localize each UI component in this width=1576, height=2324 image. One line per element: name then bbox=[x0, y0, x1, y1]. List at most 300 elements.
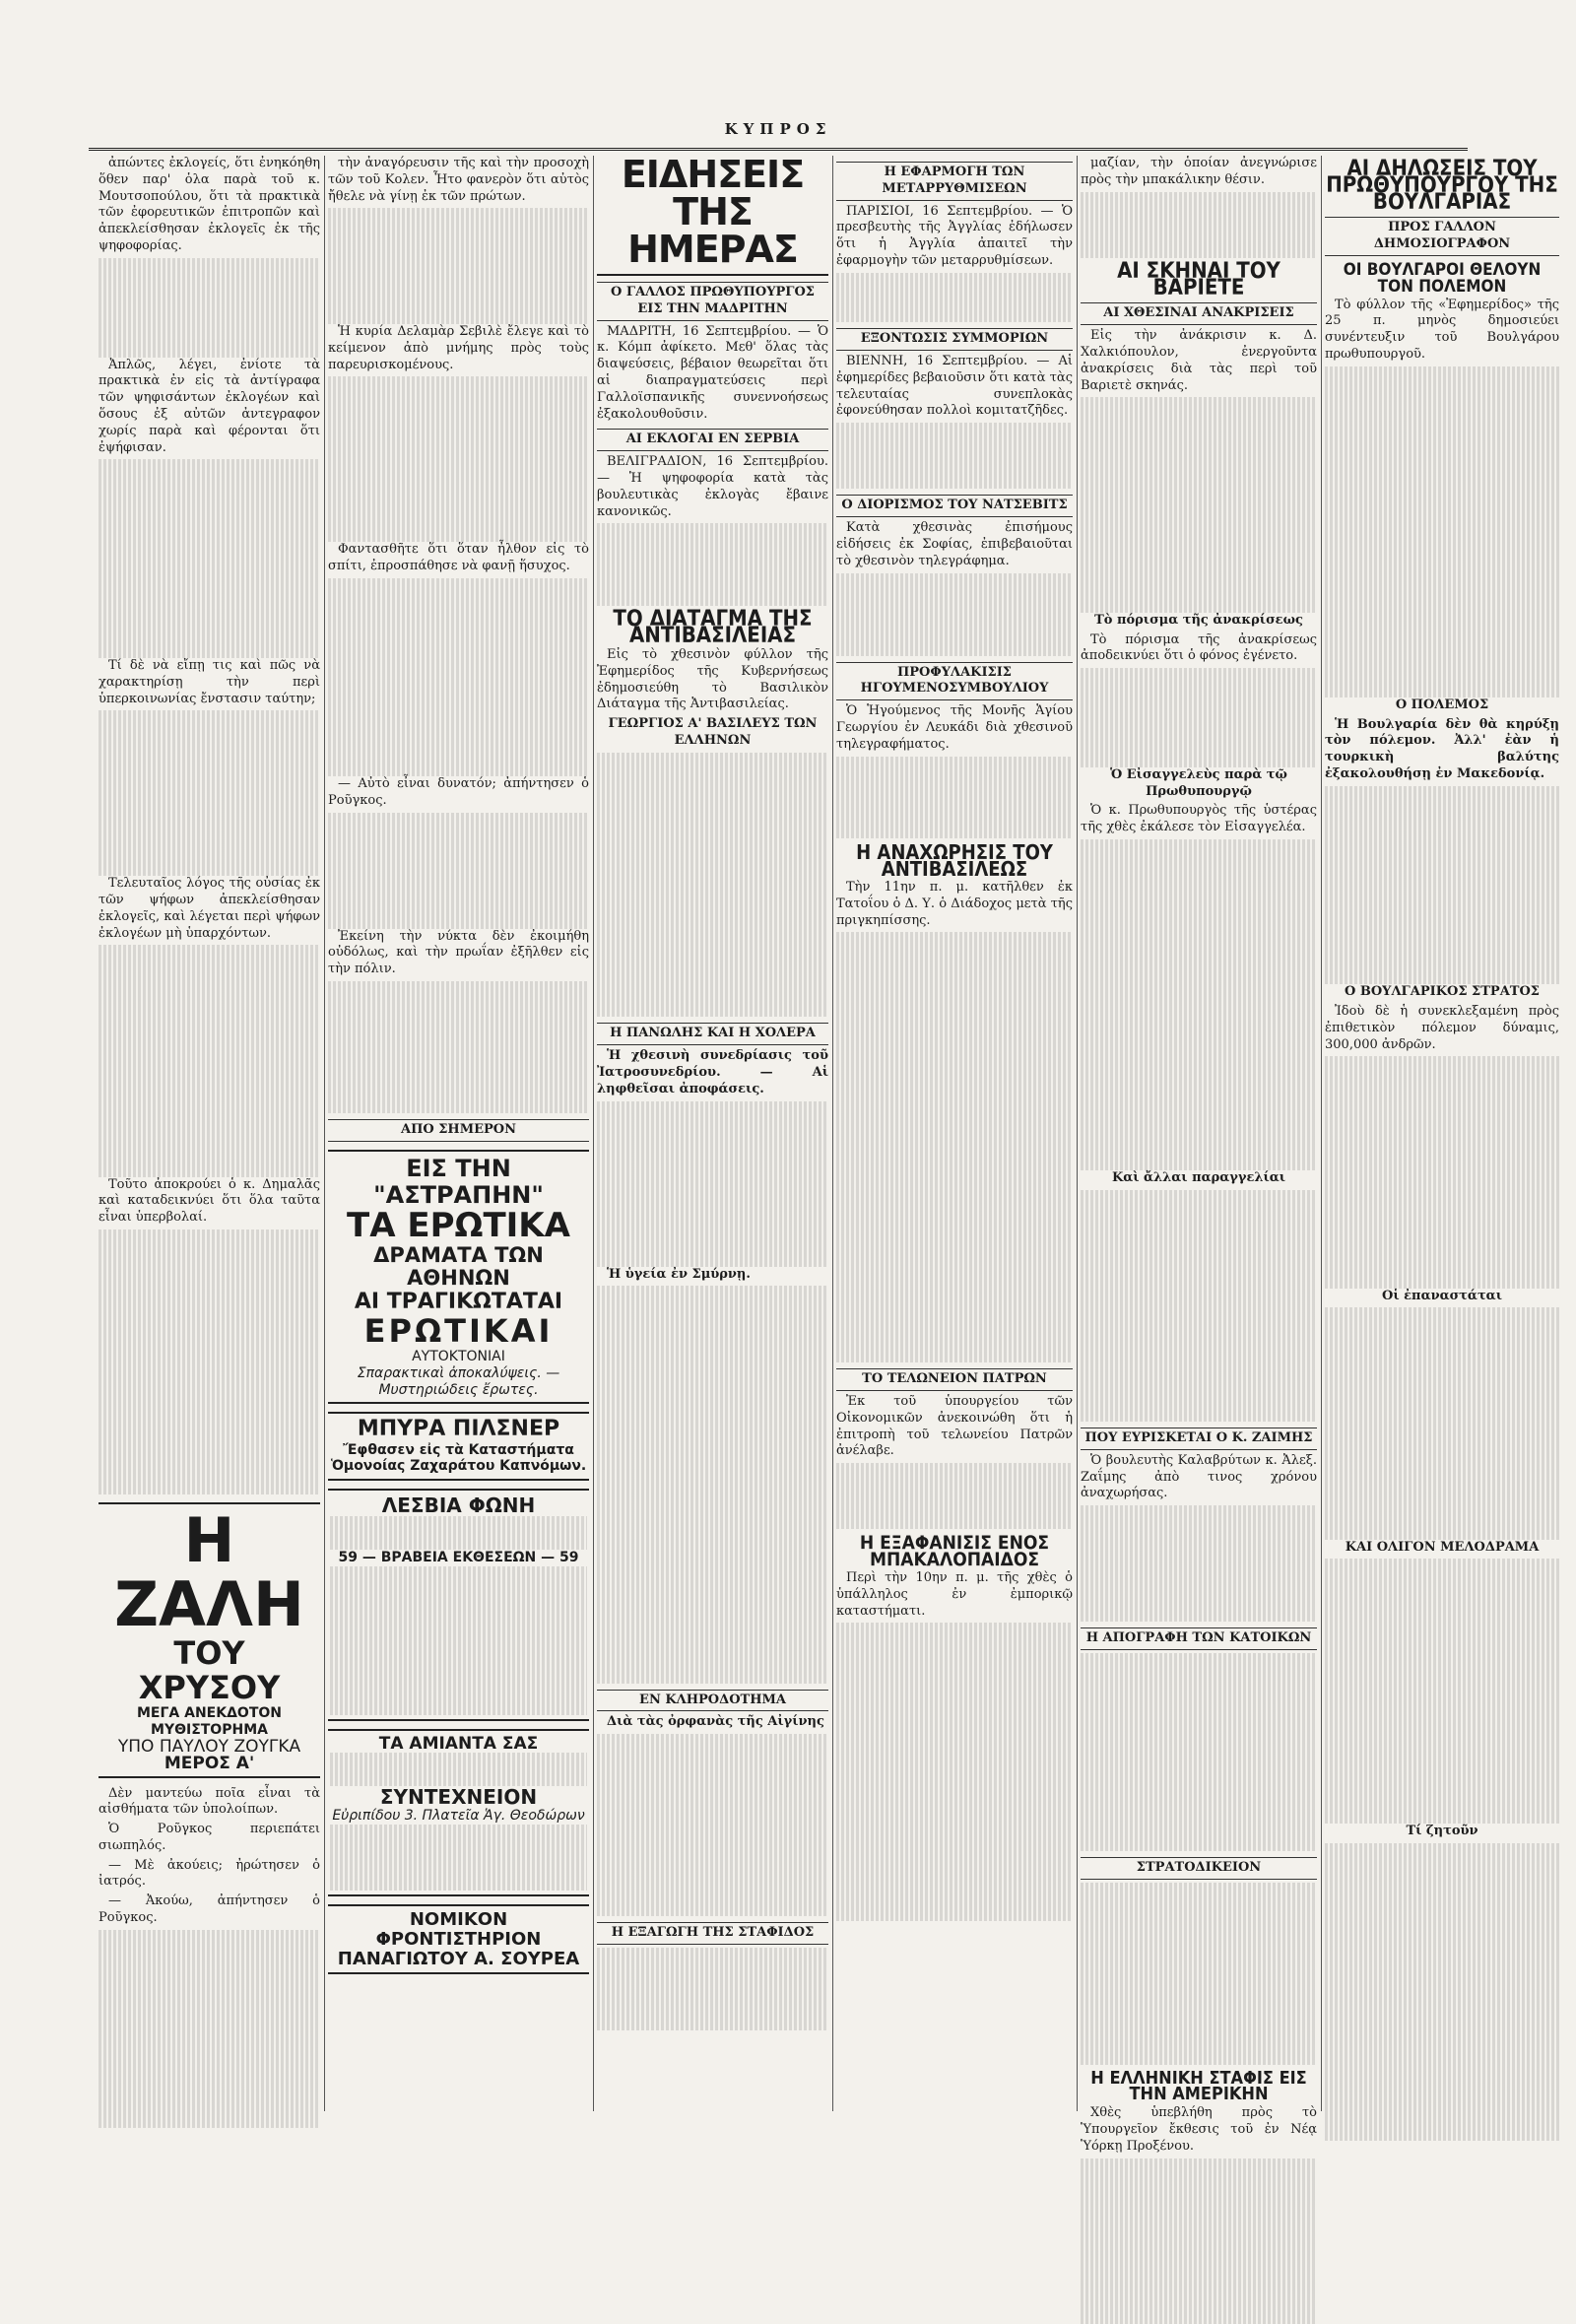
illegible-text-line bbox=[1081, 1339, 1317, 1356]
illegible-text-line bbox=[597, 967, 828, 984]
masthead: ΚΥΠΡΟΣ bbox=[89, 120, 1468, 151]
illegible-text-line bbox=[98, 962, 320, 978]
illegible-text-line bbox=[1081, 1556, 1317, 1572]
illegible-text-line bbox=[1325, 498, 1559, 515]
column-rule bbox=[324, 156, 325, 2111]
illegible-text-line bbox=[597, 1353, 828, 1369]
illegible-text-line bbox=[1081, 1239, 1317, 1256]
illegible-text-line bbox=[98, 592, 320, 609]
illegible-text-line bbox=[836, 1031, 1073, 1048]
illegible-text-line bbox=[1325, 1609, 1559, 1626]
advertisement-amianta bbox=[328, 1729, 589, 1896]
advertisement-astrapi bbox=[328, 1150, 589, 1404]
illegible-text-line bbox=[836, 1871, 1073, 1888]
illegible-text-line bbox=[836, 789, 1073, 806]
illegible-text-line bbox=[330, 1753, 587, 1769]
article-paragraph: Ἐκ τοῦ ὑπουργείου τῶν Οἰκονομικῶν ἀνεκοινώθη ὅτι ἡ ἐπιτροπὴ τοῦ τελωνείου Πατρῶν ἀνέλαβε. bbox=[836, 1393, 1073, 1459]
illegible-text-line bbox=[1081, 1915, 1317, 1932]
illegible-text-line bbox=[328, 427, 589, 443]
illegible-text-line bbox=[1081, 2015, 1317, 2031]
illegible-text-line bbox=[330, 1825, 587, 1841]
illegible-text-line bbox=[836, 1656, 1073, 1673]
illegible-text-line bbox=[1081, 1949, 1317, 1965]
illegible-text-line bbox=[328, 761, 589, 777]
illegible-text-line bbox=[836, 1788, 1073, 1805]
illegible-text-line bbox=[1081, 1372, 1317, 1389]
illegible-text-line bbox=[1325, 1943, 1559, 1959]
article-paragraph: Τοῦτο ἀποκρούει ὁ κ. Δημαλᾶς καὶ καταδεικνύει ὅτι ὅλα ταῦτα εἶναι ὑπερβολαί. bbox=[98, 1176, 320, 1226]
illegible-text-line bbox=[1081, 480, 1317, 497]
illegible-text-line bbox=[98, 761, 320, 777]
illegible-text-line bbox=[98, 2079, 320, 2095]
illegible-text-line bbox=[597, 1980, 828, 1997]
illegible-text-line bbox=[1081, 2307, 1317, 2324]
article-paragraph: Ἰδοὺ δὲ ἡ συνεκλεξαμένη πρὸς ἐπιθετικὸν πόλεμον δύναμις, 300,000 ἀνδρῶν. bbox=[1325, 1004, 1559, 1052]
illegible-text-line bbox=[98, 1229, 320, 1246]
illegible-text-line bbox=[1325, 1341, 1559, 1358]
illegible-text-line bbox=[98, 1461, 320, 1478]
illegible-text-line bbox=[328, 493, 589, 509]
illegible-text-line bbox=[98, 542, 320, 559]
illegible-text-line bbox=[1325, 1675, 1559, 1692]
illegible-text-line bbox=[1325, 2009, 1559, 2025]
illegible-text-line bbox=[1325, 598, 1559, 615]
illegible-text-line bbox=[330, 1582, 587, 1599]
illegible-text-line bbox=[1081, 225, 1317, 241]
illegible-text-line bbox=[836, 1623, 1073, 1639]
illegible-text-line bbox=[98, 609, 320, 626]
article-headline: ΑΙ ΔΗΛΩΣΕΙΣ ΤΟΥ ΠΡΩΘΥΠΟΥΡΓΟΥ ΤΗΣ ΒΟΥΛΓΑΡΙΑΣ bbox=[1326, 157, 1558, 215]
illegible-text-line bbox=[1325, 432, 1559, 449]
illegible-text-line bbox=[1325, 1876, 1559, 1892]
illegible-text-line bbox=[1325, 515, 1559, 532]
illegible-text-line bbox=[98, 1979, 320, 1996]
illegible-text-line bbox=[328, 998, 589, 1015]
illegible-text-line bbox=[1081, 2031, 1317, 2048]
illegible-text-line bbox=[836, 573, 1073, 590]
illegible-text-line bbox=[597, 835, 828, 852]
illegible-text-line bbox=[98, 1428, 320, 1445]
illegible-text-line bbox=[1081, 192, 1317, 209]
illegible-text-line bbox=[98, 1061, 320, 1078]
illegible-text-line bbox=[597, 984, 828, 1001]
illegible-text-line bbox=[1325, 482, 1559, 498]
illegible-text-line bbox=[1081, 2274, 1317, 2291]
illegible-text-line bbox=[836, 757, 1073, 773]
illegible-text-line bbox=[597, 1419, 828, 1435]
illegible-text-line bbox=[597, 1567, 828, 1584]
illegible-text-line bbox=[1081, 751, 1317, 767]
illegible-text-line bbox=[1081, 513, 1317, 530]
illegible-text-line bbox=[597, 1134, 828, 1151]
illegible-text-line bbox=[597, 1250, 828, 1267]
illegible-text-line bbox=[1325, 2092, 1559, 2108]
illegible-text-line bbox=[1325, 1457, 1559, 1474]
illegible-text-line bbox=[836, 1313, 1073, 1330]
illegible-text-line bbox=[1081, 431, 1317, 447]
serial-part: ΜΕΡΟΣ Α' bbox=[164, 1753, 255, 1773]
advertisement-beer bbox=[328, 1412, 589, 1481]
article-paragraph: ΒΕΛΙΓΡΑΔΙΟΝ, 16 Σεπτεμβρίου. — Ἡ ψηφοφορία κατὰ τὰς βουλευτικὰς ἐκλογὰς ἔβαινε κανονικῶς. bbox=[597, 454, 828, 519]
illegible-text-line bbox=[1081, 1290, 1317, 1306]
illegible-text-line bbox=[98, 859, 320, 876]
illegible-text-line bbox=[1325, 1307, 1559, 1324]
illegible-text-line bbox=[836, 999, 1073, 1016]
illegible-text-line bbox=[1325, 631, 1559, 648]
article-paragraph: Ἡ χθεσινὴ συνεδρίασις τοῦ Ἰατροσυνεδρίου. — Αἱ ληφθεῖσαι ἀποφάσεις. bbox=[597, 1048, 828, 1096]
ad-title: ΕΙΣ ΤΗΝ "ΑΣΤΡΑΠΗΝ" bbox=[373, 1155, 544, 1209]
ad-headline: ΣΥΝΤΕΧΝΕΙΟΝ bbox=[379, 1784, 538, 1809]
illegible-text-line bbox=[328, 1064, 589, 1081]
article-subhead: Τί ζητοῦν bbox=[1406, 1824, 1478, 1839]
illegible-text-line bbox=[597, 1319, 828, 1336]
article-paragraph: Τὴν 11ην π. μ. κατῆλθεν ἐκ Τατοΐου ὁ Δ. Υ. ὁ Διάδοχος μετὰ τῆς πριγκηπίσσης. bbox=[836, 880, 1073, 928]
illegible-text-line bbox=[597, 769, 828, 786]
ad-headline: ΤΑ ΑΜΙΑΝΤΑ ΣΑΣ bbox=[378, 1733, 539, 1754]
illegible-text-line bbox=[597, 1117, 828, 1134]
serial-genre: ΜΕΓΑ ΑΝΕΚΔΟΤΟΝ ΜΥΘΙΣΤΟΡΗΜΑ bbox=[137, 1705, 282, 1739]
illegible-text-line bbox=[328, 225, 589, 241]
ad-text: Σπαρακτικαὶ ἀποκαλύψεις. — Μυστηριώδεις ἔρωτες. bbox=[357, 1364, 560, 1398]
illegible-text-line bbox=[330, 1632, 587, 1649]
illegible-text-line bbox=[1081, 1071, 1317, 1088]
illegible-text-line bbox=[1081, 971, 1317, 988]
illegible-text-line bbox=[1325, 1724, 1559, 1741]
illegible-text-line bbox=[98, 793, 320, 810]
illegible-text-line bbox=[1325, 1073, 1559, 1090]
article-headline: Η ΕΞΑΦΑΝΙΣΙΣ ΕΝΟΣ ΜΠΑΚΑΛΟΠΑΙΔΟΣ bbox=[859, 1532, 1050, 1571]
illegible-text-line bbox=[1081, 1356, 1317, 1372]
illegible-text-line bbox=[1325, 901, 1559, 918]
illegible-text-line bbox=[1081, 1121, 1317, 1138]
illegible-text-line bbox=[597, 1817, 828, 1833]
illegible-text-line bbox=[597, 523, 828, 540]
illegible-text-line bbox=[98, 2112, 320, 2129]
article-paragraph: ΒΙΕΝΝΗ, 16 Σεπτεμβρίου. — Αἱ ἐφημερίδες βεβαιοῦσιν ὅτι κατὰ τὰς τελευταίας συνεπλοκὰς ἐφονεύθησαν πολλοὶ κομιτατζῆδες. bbox=[836, 353, 1073, 419]
illegible-text-line bbox=[1325, 1358, 1559, 1374]
illegible-text-line bbox=[1081, 2257, 1317, 2274]
illegible-text-line bbox=[1325, 952, 1559, 968]
illegible-text-line bbox=[597, 1734, 828, 1751]
illegible-text-line bbox=[836, 1722, 1073, 1739]
illegible-text-line bbox=[1325, 647, 1559, 664]
article-headline: Η ΠΑΝΩΛΗΣ ΚΑΙ Η ΧΟΛΕΡΑ bbox=[597, 1023, 828, 1045]
illegible-text-line bbox=[98, 275, 320, 292]
article-paragraph: Τὸ πόρισμα τῆς ἀνακρίσεως ἀποδεικνύει ὅτι ὁ φόνος ἐγένετο. bbox=[1081, 631, 1317, 664]
article-subhead: Τὸ πόρισμα τῆς ἀνακρίσεως bbox=[1094, 612, 1303, 628]
illegible-text-line bbox=[1325, 2124, 1559, 2141]
illegible-text-line bbox=[1325, 819, 1559, 835]
article-paragraph: μαζίαν, τὴν ὁποίαν ἀνεγνώρισε πρὸς τὴν μπακάλικην θέσιν. bbox=[1081, 156, 1317, 187]
illegible-text-line bbox=[1081, 1088, 1317, 1104]
illegible-text-line bbox=[330, 1874, 587, 1891]
illegible-text-line bbox=[1081, 1539, 1317, 1556]
illegible-text-line bbox=[1081, 241, 1317, 258]
illegible-text-line bbox=[1325, 1992, 1559, 2009]
illegible-text-line bbox=[1081, 1022, 1317, 1038]
article-headline: ΑΙ ΣΚΗΝΑΙ ΤΟΥ ΒΑΡΙΕΤΕ bbox=[1117, 258, 1280, 300]
illegible-text-line bbox=[98, 625, 320, 641]
ad-section-header: ΑΠΟ ΣΗΜΕΡΟΝ bbox=[328, 1119, 589, 1142]
illegible-text-line bbox=[98, 1412, 320, 1428]
illegible-text-line bbox=[98, 1395, 320, 1412]
illegible-text-line bbox=[328, 1097, 589, 1114]
illegible-text-line bbox=[597, 1964, 828, 1981]
illegible-text-line bbox=[1081, 905, 1317, 922]
illegible-text-line bbox=[836, 305, 1073, 322]
illegible-text-line bbox=[597, 868, 828, 885]
ad-headline: ΔΡΑΜΑΤΑ ΤΩΝ ΑΘΗΝΩΝ bbox=[373, 1243, 544, 1291]
illegible-text-line bbox=[836, 1480, 1073, 1496]
illegible-text-line bbox=[1081, 873, 1317, 890]
illegible-text-line bbox=[98, 258, 320, 275]
illegible-text-line bbox=[836, 1513, 1073, 1530]
illegible-text-line bbox=[1081, 1802, 1317, 1819]
illegible-text-line bbox=[328, 208, 589, 225]
illegible-text-line bbox=[1325, 1189, 1559, 1206]
ad-text: Εὐριπίδου 3. Πλατεῖα Ἁγ. Θεοδώρων bbox=[332, 1807, 585, 1824]
article-subhead: Καὶ ἄλλαι παραγγελίαι bbox=[1111, 1170, 1286, 1186]
article-subhead: Ἡ ὑγεία ἐν Σμύρνῃ. bbox=[607, 1266, 751, 1282]
illegible-text-line bbox=[597, 1833, 828, 1850]
illegible-text-line bbox=[98, 459, 320, 476]
illegible-text-line bbox=[328, 744, 589, 761]
illegible-text-line bbox=[836, 1904, 1073, 1921]
illegible-text-line bbox=[836, 439, 1073, 456]
illegible-text-line bbox=[597, 540, 828, 557]
illegible-text-line bbox=[1081, 2191, 1317, 2208]
illegible-text-line bbox=[597, 918, 828, 935]
article-headline: ΤΟ ΤΕΛΩΝΕΙΟΝ ΠΑΤΡΩΝ bbox=[836, 1368, 1073, 1391]
illegible-text-line bbox=[1081, 856, 1317, 873]
serial-paragraph: — Αὐτὸ εἶναι δυνατόν; ἀπήντησεν ὁ Ροῦγκος. bbox=[328, 776, 589, 809]
illegible-text-line bbox=[1325, 1506, 1559, 1523]
illegible-text-line bbox=[1081, 1273, 1317, 1290]
illegible-text-line bbox=[1325, 1255, 1559, 1272]
illegible-text-line bbox=[597, 1551, 828, 1567]
illegible-text-line bbox=[330, 1599, 587, 1616]
illegible-text-line bbox=[597, 753, 828, 769]
illegible-text-line bbox=[836, 1739, 1073, 1756]
illegible-text-line bbox=[836, 772, 1073, 789]
illegible-text-line bbox=[836, 1065, 1073, 1082]
illegible-text-line bbox=[597, 785, 828, 802]
illegible-text-line bbox=[1325, 416, 1559, 432]
illegible-text-line bbox=[597, 901, 828, 918]
illegible-text-line bbox=[1081, 596, 1317, 613]
illegible-text-line bbox=[1081, 208, 1317, 225]
illegible-text-line bbox=[597, 1451, 828, 1468]
illegible-text-line bbox=[597, 802, 828, 819]
illegible-text-line bbox=[330, 1649, 587, 1666]
illegible-text-line bbox=[1081, 668, 1317, 685]
illegible-text-line bbox=[1325, 399, 1559, 416]
illegible-text-line bbox=[1081, 1686, 1317, 1702]
column-rule bbox=[593, 156, 594, 2111]
illegible-text-line bbox=[836, 1772, 1073, 1789]
illegible-text-line bbox=[836, 273, 1073, 290]
illegible-text-line bbox=[98, 1295, 320, 1312]
illegible-text-line bbox=[1325, 2058, 1559, 2075]
article-headline: ΟΙ ΒΟΥΛΓΑΡΟΙ ΘΕΛΟΥΝ ΤΟΝ ΠΟΛΕΜΟΝ bbox=[1343, 259, 1542, 297]
illegible-text-line bbox=[1081, 1405, 1317, 1422]
illegible-text-line bbox=[836, 1263, 1073, 1280]
illegible-text-line bbox=[836, 982, 1073, 999]
illegible-text-line bbox=[1325, 1892, 1559, 1909]
illegible-text-line bbox=[836, 1015, 1073, 1031]
article-signature: ΓΕΩΡΓΙΟΣ Α' ΒΑΣΙΛΕΥΣ ΤΩΝ ΕΛΛΗΝΩΝ bbox=[608, 716, 818, 748]
illegible-text-line bbox=[1081, 414, 1317, 431]
illegible-text-line bbox=[98, 843, 320, 860]
illegible-text-line bbox=[1325, 1758, 1559, 1774]
illegible-text-line bbox=[597, 1667, 828, 1684]
illegible-text-line bbox=[836, 423, 1073, 439]
article-headline: Ο ΔΙΟΡΙΣΜΟΣ ΤΟΥ ΝΑΤΣΕΒΙΤΣ bbox=[836, 495, 1073, 517]
illegible-text-line bbox=[98, 307, 320, 324]
illegible-text-line bbox=[98, 710, 320, 727]
advertisement-lesvia bbox=[328, 1489, 589, 1721]
illegible-text-line bbox=[1325, 1139, 1559, 1156]
illegible-text-line bbox=[1325, 581, 1559, 598]
illegible-text-line bbox=[1081, 939, 1317, 956]
illegible-text-line bbox=[98, 1127, 320, 1144]
illegible-text-line bbox=[98, 2095, 320, 2112]
illegible-text-line bbox=[1325, 1975, 1559, 1992]
illegible-text-line bbox=[1081, 1154, 1317, 1170]
illegible-text-line bbox=[330, 1533, 587, 1550]
illegible-text-line bbox=[328, 862, 589, 879]
illegible-text-line bbox=[1325, 1324, 1559, 1341]
illegible-text-line bbox=[98, 509, 320, 526]
column-rule bbox=[1321, 156, 1322, 2111]
illegible-text-line bbox=[1081, 1719, 1317, 1736]
illegible-text-line bbox=[597, 1650, 828, 1667]
illegible-text-line bbox=[98, 1361, 320, 1378]
illegible-text-line bbox=[597, 1850, 828, 1867]
article-paragraph: Ὁ Ἡγούμενος τῆς Μονῆς Ἁγίου Γεωργίου ἐν Λευκάδι διὰ χθεσινοῦ τηλεγραφήματος. bbox=[836, 703, 1073, 752]
illegible-text-line bbox=[1081, 718, 1317, 735]
illegible-text-line bbox=[836, 1690, 1073, 1706]
article-paragraph: Εἰς τὸ χθεσινὸν φύλλον τῆς Ἐφημερίδος τῆς Κυβερνήσεως ἐδημοσιεύθη τὸ Βασιλικὸν Διάταγμα τῆς Ἀντιβασιλείας. bbox=[597, 646, 828, 712]
illegible-text-line bbox=[836, 1296, 1073, 1313]
illegible-text-line bbox=[1325, 1559, 1559, 1575]
illegible-text-line bbox=[98, 1930, 320, 1947]
illegible-text-line bbox=[1081, 1965, 1317, 1982]
illegible-text-line bbox=[1081, 1982, 1317, 1999]
column-rule bbox=[1077, 156, 1078, 2111]
illegible-text-line bbox=[597, 1184, 828, 1201]
illegible-text-line bbox=[1081, 1190, 1317, 1207]
illegible-text-line bbox=[597, 1167, 828, 1184]
illegible-text-line bbox=[328, 981, 589, 998]
illegible-text-line bbox=[1081, 1768, 1317, 1785]
illegible-text-line bbox=[1325, 1272, 1559, 1289]
illegible-text-line bbox=[836, 1888, 1073, 1904]
illegible-text-line bbox=[1081, 2174, 1317, 2191]
article-paragraph: Ὁ κ. Πρωθυπουργὸς τῆς ὑστέρας τῆς χθὲς ἐκάλεσε τὸν Εἰσαγγελέα. bbox=[1081, 803, 1317, 835]
column-2 bbox=[328, 156, 589, 2116]
serial-paragraph: τὴν ἀναγόρευσιν τῆς καὶ τὴν προσοχὴ τῶν τοῦ Κολεν. Ἦτο φανερὸν ὅτι αὐτὸς ἤθελε νὰ γίνῃ ἐκ τῶν πρώτων. bbox=[328, 156, 589, 204]
illegible-text-line bbox=[328, 846, 589, 863]
illegible-text-line bbox=[1325, 1238, 1559, 1255]
illegible-text-line bbox=[1325, 1641, 1559, 1658]
illegible-text-line bbox=[1325, 1741, 1559, 1758]
illegible-text-line bbox=[836, 1247, 1073, 1264]
article-subhead: ΚΑΙ ΟΛΙΓΟΝ ΜΕΛΟΔΡΑΜΑ bbox=[1345, 1539, 1540, 1555]
article-headline: Η ΑΠΟΓΡΑΦΗ ΤΩΝ ΚΑΤΟΙΚΩΝ bbox=[1081, 1627, 1317, 1650]
illegible-text-line bbox=[98, 1044, 320, 1061]
article-headline: Η ΕΛΛΗΝΙΚΗ ΣΤΑΦΙΣ ΕΙΣ ΤΗΝ ΑΜΕΡΙΚΗΝ bbox=[1090, 2067, 1307, 2105]
article-paragraph: Περὶ τὴν 10ην π. μ. τῆς χθὲς ὁ ὑπάλληλος ἐν ἐμπορικῷ καταστήματι. bbox=[836, 1569, 1073, 1619]
illegible-text-line bbox=[836, 1097, 1073, 1114]
illegible-text-line bbox=[597, 1485, 828, 1501]
illegible-text-line bbox=[330, 1857, 587, 1874]
illegible-text-line bbox=[98, 324, 320, 341]
illegible-text-line bbox=[836, 456, 1073, 473]
illegible-text-line bbox=[1325, 1860, 1559, 1877]
illegible-text-line bbox=[1325, 2075, 1559, 2092]
illegible-text-line bbox=[98, 1346, 320, 1362]
illegible-text-line bbox=[836, 1164, 1073, 1181]
illegible-text-line bbox=[98, 1329, 320, 1346]
illegible-text-line bbox=[328, 393, 589, 410]
illegible-text-line bbox=[328, 509, 589, 526]
illegible-text-line bbox=[1081, 1054, 1317, 1071]
illegible-text-line bbox=[1081, 685, 1317, 701]
illegible-text-line bbox=[1325, 1440, 1559, 1457]
illegible-text-line bbox=[1325, 786, 1559, 803]
illegible-text-line bbox=[597, 1751, 828, 1767]
illegible-text-line bbox=[98, 1962, 320, 1979]
illegible-text-line bbox=[1081, 1137, 1317, 1154]
illegible-text-line bbox=[1325, 2041, 1559, 2058]
illegible-text-line bbox=[597, 1518, 828, 1535]
illegible-text-line bbox=[1325, 1692, 1559, 1708]
illegible-text-line bbox=[1081, 1932, 1317, 1949]
article-headline: Η ΑΝΑΧΩΡΗΣΙΣ ΤΟΥ ΑΝΤΙΒΑΣΙΛΕΩΣ bbox=[856, 840, 1053, 882]
ad-headline: ΝΟΜΙΚΟΝ ΦΡΟΝΤΙΣΤΗΡΙΟΝ bbox=[375, 1908, 542, 1950]
illegible-text-line bbox=[1081, 447, 1317, 464]
illegible-text-line bbox=[98, 1478, 320, 1494]
illegible-text-line bbox=[328, 879, 589, 896]
illegible-text-line bbox=[1081, 464, 1317, 481]
serial-paragraph: Φαντασθῆτε ὅτι ὅταν ἦλθον εἰς τὸ σπίτι, ἐπροσπάθησε νὰ φανῇ ἥσυχος. bbox=[328, 542, 589, 574]
illegible-text-line bbox=[328, 595, 589, 612]
illegible-text-line bbox=[1081, 397, 1317, 414]
illegible-text-line bbox=[836, 1756, 1073, 1772]
illegible-text-line bbox=[1325, 1909, 1559, 1926]
illegible-text-line bbox=[597, 1286, 828, 1302]
illegible-text-line bbox=[98, 2013, 320, 2029]
illegible-text-line bbox=[1325, 1658, 1559, 1675]
illegible-text-line bbox=[597, 1468, 828, 1485]
illegible-text-line bbox=[1081, 2158, 1317, 2175]
illegible-text-line bbox=[597, 1501, 828, 1518]
illegible-text-line bbox=[98, 1947, 320, 1963]
illegible-text-line bbox=[597, 1534, 828, 1551]
serial-paragraph: Ἡ κυρία Δελαμὰρ Σεβιλὲ ἔλεγε καὶ τὸ κείμενον ἀπὸ μνήμης πρὸς τοὺς παρευρισκομένους. bbox=[328, 323, 589, 372]
illegible-text-line bbox=[1325, 1592, 1559, 1609]
ad-headline: ΛΕΣΒΙΑ ΦΩΝΗ bbox=[381, 1494, 536, 1518]
illegible-text-line bbox=[98, 995, 320, 1012]
illegible-text-line bbox=[1081, 701, 1317, 718]
article-headline: Η ΕΦΑΡΜΟΓΗ ΤΩΝ ΜΕΤΑΡΡΥΘΜΙΣΕΩΝ bbox=[836, 162, 1073, 201]
illegible-text-line bbox=[597, 1302, 828, 1319]
illegible-text-line bbox=[597, 1767, 828, 1784]
illegible-text-line bbox=[1081, 1998, 1317, 2015]
illegible-text-line bbox=[98, 945, 320, 962]
illegible-text-line bbox=[98, 493, 320, 509]
